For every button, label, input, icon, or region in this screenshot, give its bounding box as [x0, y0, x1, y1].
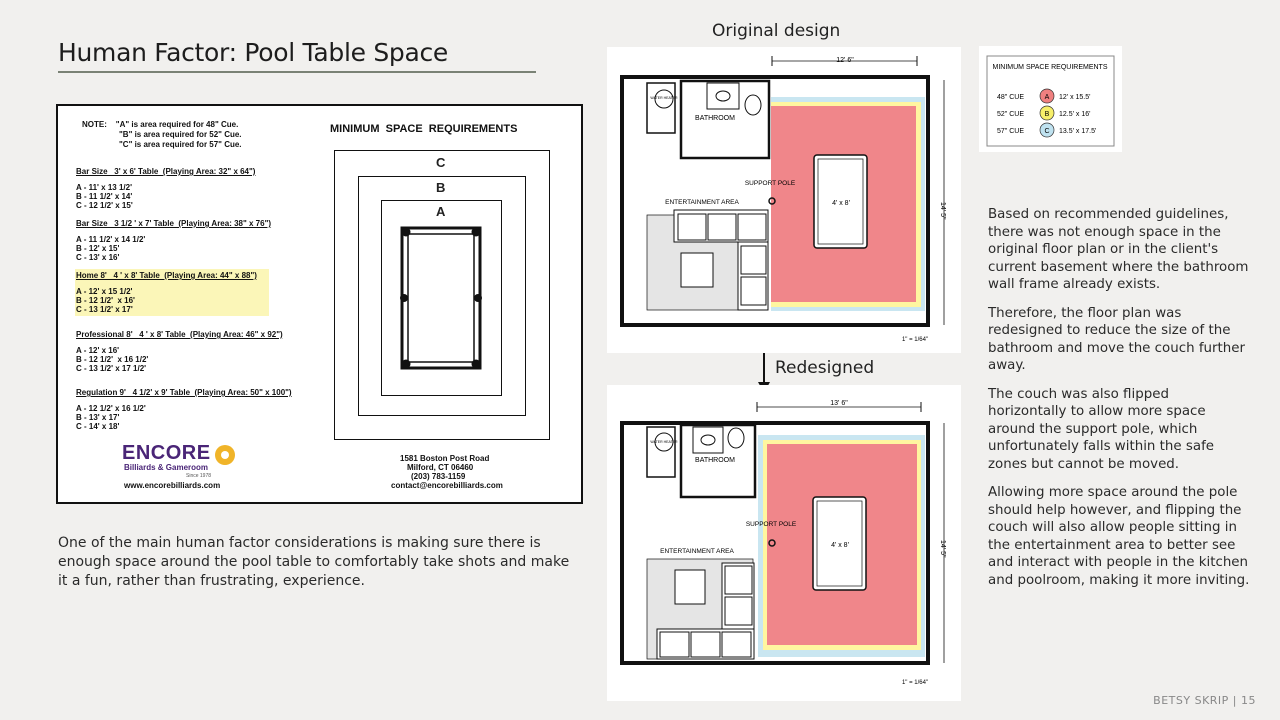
support-pole-label: SUPPORT POLE — [745, 521, 797, 528]
caption-redesigned: Redesigned — [775, 358, 875, 378]
group-line: C - 14' x 18' — [76, 422, 120, 431]
legend-title: MINIMUM SPACE REQUIREMENTS — [992, 64, 1108, 71]
legend-size: 12.5' x 16' — [1059, 111, 1091, 118]
group-title: Home 8' 4 ' x 8' Table (Playing Area: 44" x 88") — [76, 271, 257, 280]
plan-width-dimension: 12' 6" — [836, 57, 854, 64]
floor-plan-original — [607, 47, 961, 353]
legend-row — [997, 123, 1096, 137]
group-line: B - 12 1/2' x 16' — [76, 296, 135, 305]
group-line: C - 13 1/2' x 17' — [76, 305, 133, 314]
space-requirements-chart — [56, 104, 583, 504]
legend-size: 12' x 15.5' — [1059, 94, 1091, 101]
explanation-paragraph: Therefore, the floor plan was redesigned to reduce the size of the bathroom and move the couch further away. — [988, 305, 1246, 373]
encore-logo-sub: Billiards & Gameroom — [124, 463, 209, 472]
address-line: 1581 Boston Post Road — [400, 454, 490, 463]
group-title: Bar Size 3 1/2 ' x 7' Table (Playing Area: 38" x 76") — [76, 219, 272, 228]
encore-since: Since 1978 — [186, 473, 212, 479]
group-line: B - 11 1/2' x 14' — [76, 192, 133, 201]
caption-original: Original design — [712, 21, 841, 41]
group-line: B - 12' x 15' — [76, 244, 120, 253]
group-line: C - 13 1/2' x 17 1/2' — [76, 364, 147, 373]
page-title: Human Factor: Pool Table Space — [58, 38, 449, 67]
plan-width-dimension: 13' 6" — [830, 400, 848, 407]
group-line: B - 12 1/2' x 16 1/2' — [76, 355, 149, 364]
chart-heading: MINIMUM SPACE REQUIREMENTS — [330, 123, 518, 135]
legend-letter: A — [1044, 94, 1050, 101]
group-line: A - 11 1/2' x 14 1/2' — [76, 235, 146, 244]
group-title: Bar Size 3' x 6' Table (Playing Area: 32" x 64") — [76, 167, 256, 176]
billiard-ball-icon — [210, 440, 240, 470]
entertainment-area-label: ENTERTAINMENT AREA — [665, 199, 739, 206]
intro-paragraph: One of the main human factor considerations is making sure there is enough space around the pool table to comfortably take shots and make it a fun, rather than frustrating, experience. — [58, 535, 570, 589]
address-line: contact@encorebilliards.com — [391, 481, 503, 490]
legend-letter: C — [1044, 128, 1050, 135]
entertainment-area-label: ENTERTAINMENT AREA — [660, 548, 734, 555]
label-b: B — [436, 180, 446, 195]
group-line: C - 12 1/2' x 15' — [76, 201, 133, 210]
group-title: Professional 8' 4 ' x 8' Table (Playing Area: 46" x 92") — [76, 330, 283, 339]
pool-table-size: 4' x 8' — [832, 200, 850, 207]
floor-plan-redesigned — [607, 385, 961, 701]
legend-cue: 48" CUE — [997, 94, 1024, 101]
encore-logo: ENCORE — [122, 442, 211, 464]
pool-table-icon — [399, 225, 483, 371]
legend-cue: 57" CUE — [997, 128, 1024, 135]
support-pole-label: SUPPORT POLE — [744, 180, 796, 187]
label-a: A — [436, 204, 446, 219]
group-line: A - 12' x 16' — [76, 346, 120, 355]
bathroom-label: BATHROOM — [695, 115, 735, 122]
group-line: B - 13' x 17' — [76, 413, 120, 422]
group-title: Regulation 9' 4 1/2' x 9' Table (Playing Area: 50" x 100") — [76, 388, 292, 397]
label-c: C — [436, 155, 446, 170]
explanation-paragraph: Allowing more space around the pole should help however, and flipping the couch will also allow people sitting in the entertainment area to better see and interact with people in the kitchen and poolroom, making it more inviting. — [988, 485, 1250, 588]
pool-table-size: 4' x 8' — [831, 542, 849, 549]
encore-website: www.encorebilliards.com — [124, 481, 221, 490]
group-line: C - 13' x 16' — [76, 253, 120, 262]
explanation-paragraph: Based on recommended guidelines, there was not enough space in the original floor plan or in the client's current basement where the bathroom wall frame already exists. — [988, 207, 1249, 292]
address-line: Milford, CT 06460 — [407, 463, 474, 472]
note-b: "B" is area required for 52" Cue. — [119, 130, 242, 139]
address-line: (203) 783-1159 — [411, 472, 466, 481]
plan-scale: 1" = 1/64" — [901, 337, 929, 343]
plan-scale: 1" = 1/64" — [901, 680, 929, 686]
group-line: A - 11' x 13 1/2' — [76, 183, 132, 192]
note-a: NOTE: "A" is area required for 48" Cue. — [82, 120, 239, 129]
water-heater-label: WATER HEATER — [650, 96, 678, 100]
legend-row — [997, 89, 1090, 103]
legend-cue: 52" CUE — [997, 111, 1024, 118]
water-heater-label: WATER HEATER — [650, 440, 678, 444]
legend-letter: B — [1044, 111, 1050, 118]
plan-height-dimension: 14' 5" — [939, 540, 946, 558]
group-line: A - 12 1/2' x 16 1/2' — [76, 404, 146, 413]
space-legend — [979, 46, 1122, 152]
note-c: "C" is area required for 57" Cue. — [119, 140, 242, 149]
title-underline — [58, 71, 536, 73]
plan-height-dimension: 14' 5" — [939, 202, 946, 220]
explanation-paragraph: The couch was also flipped horizontally to allow more space around the support pole, which unfortunately falls within the safe zones but cannot be moved. — [988, 386, 1215, 472]
explanation-text — [988, 206, 1250, 600]
bathroom-label: BATHROOM — [695, 457, 735, 464]
legend-size: 13.5' x 17.5' — [1059, 128, 1097, 135]
group-line: A - 12' x 15 1/2' — [76, 287, 133, 296]
footer-credit: BETSY SKRIP | 15 — [1153, 694, 1256, 707]
legend-row — [997, 106, 1090, 120]
